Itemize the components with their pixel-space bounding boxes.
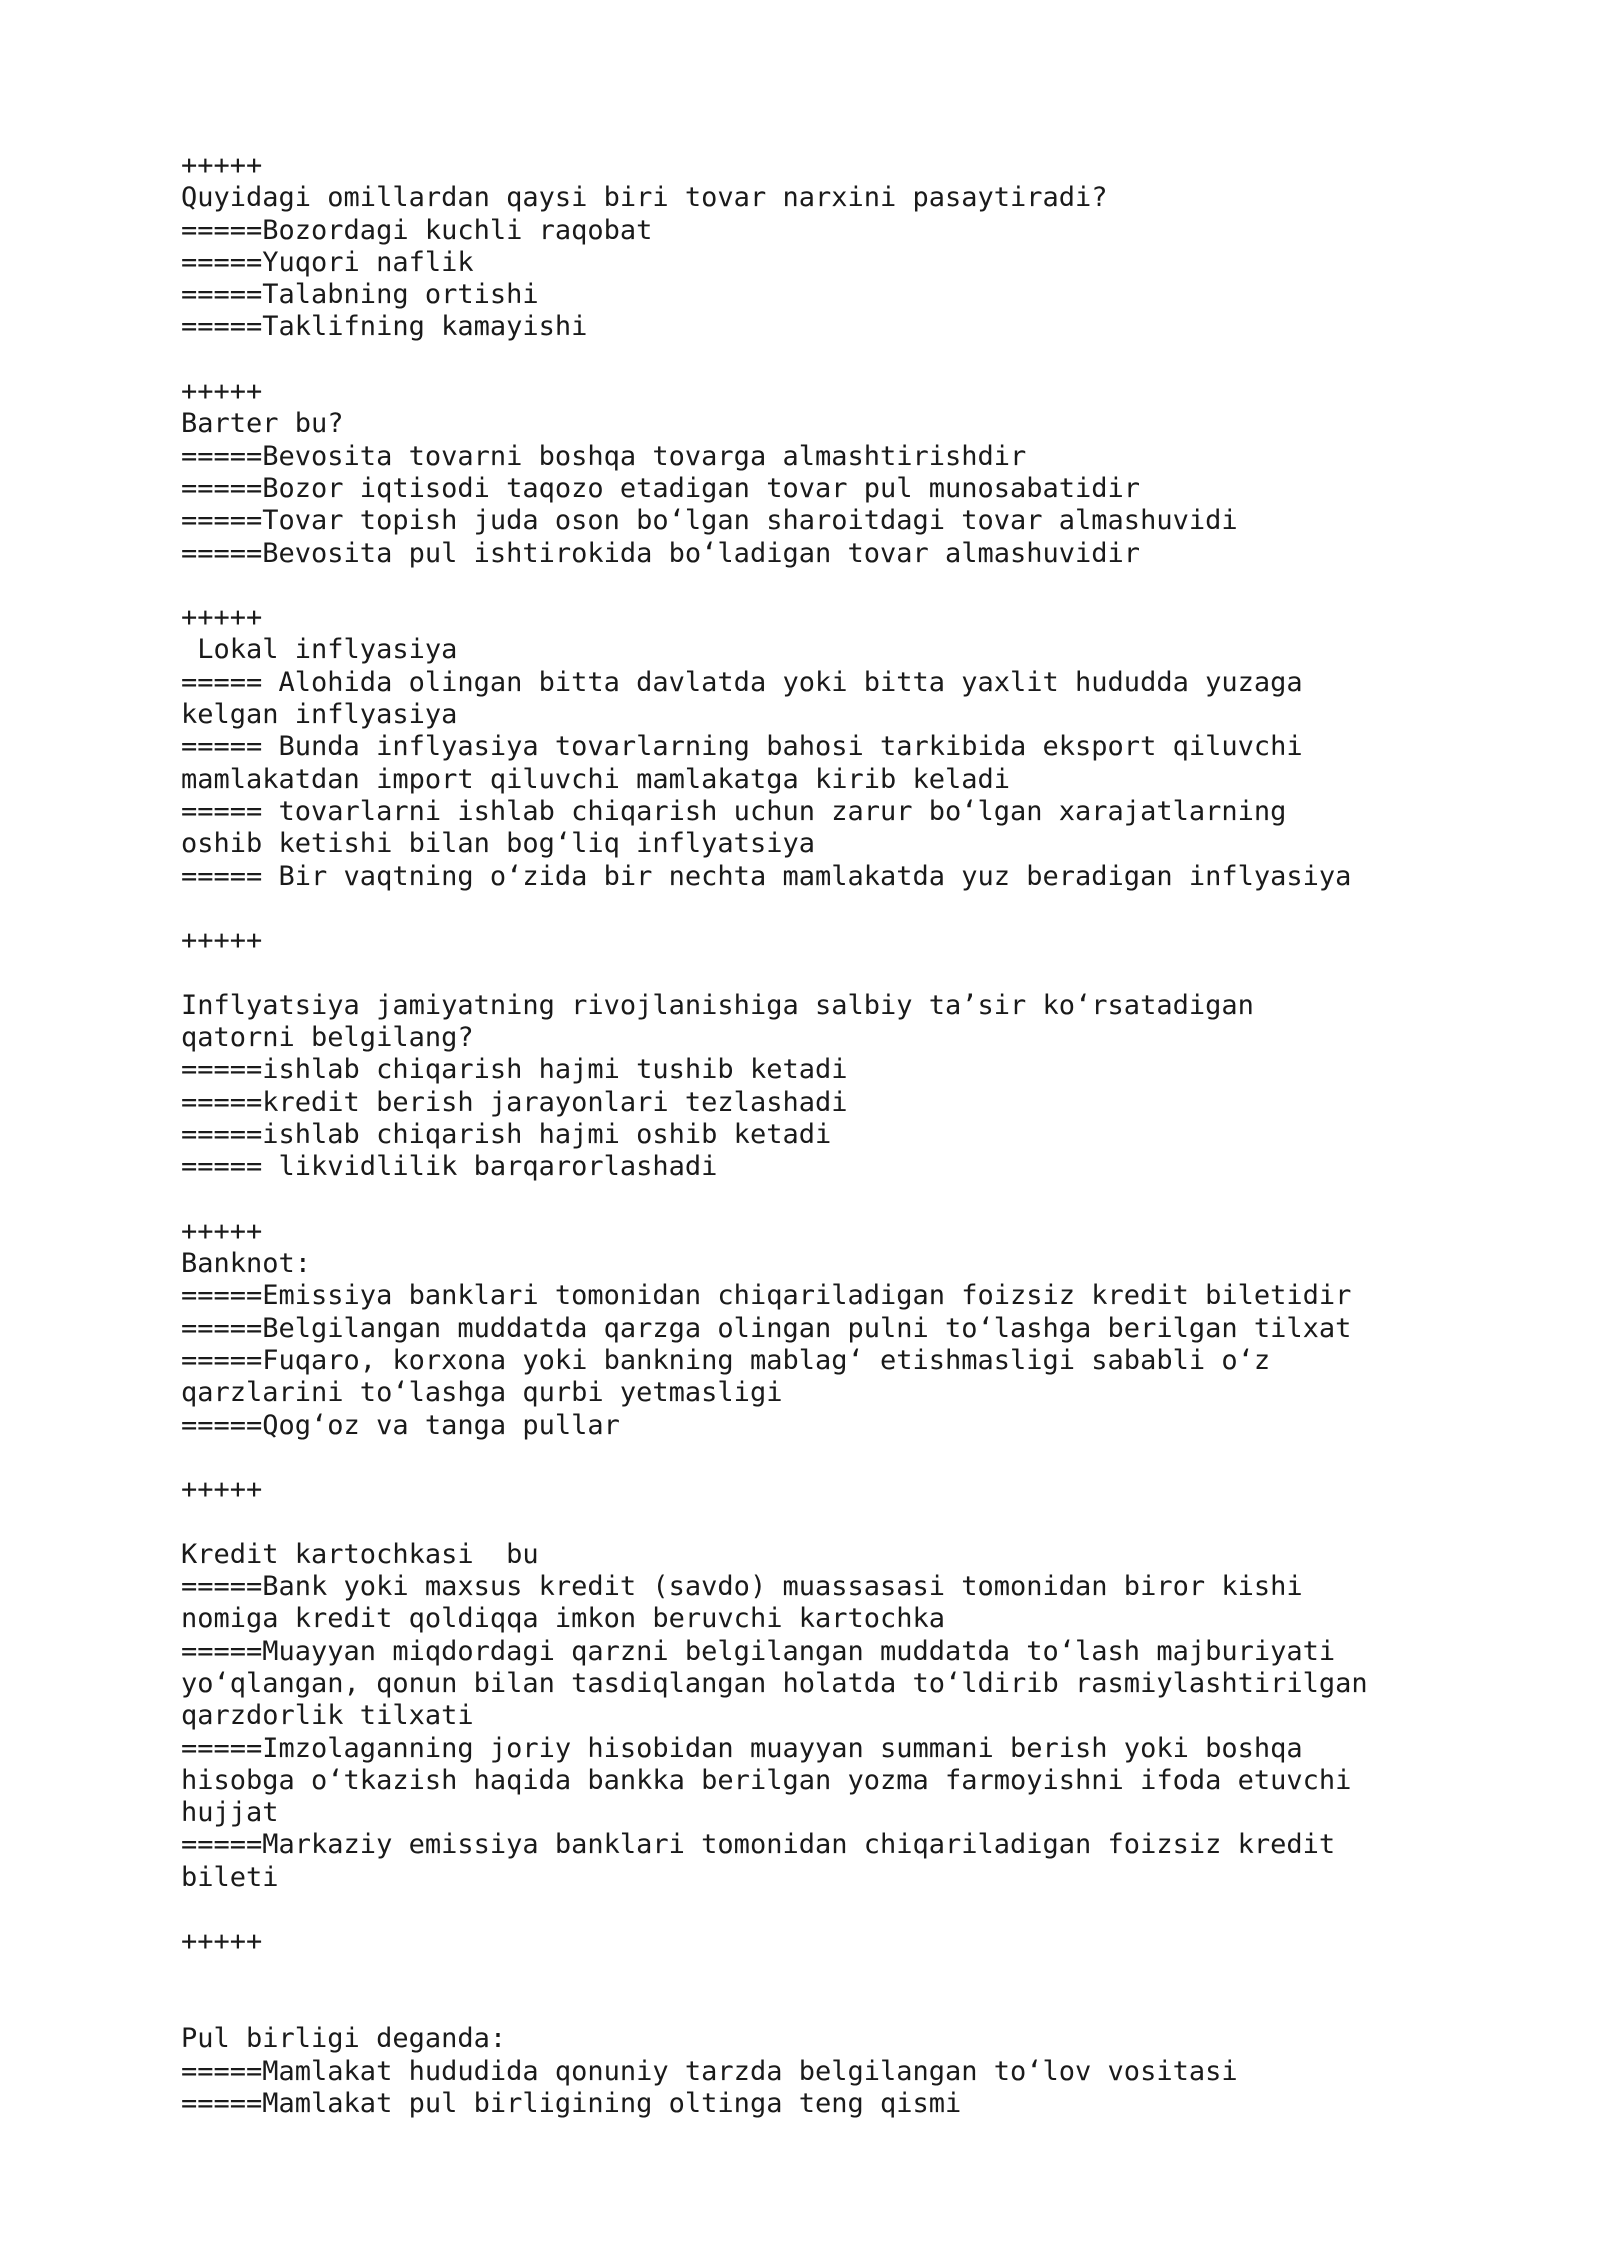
answer-option: yo‘qlangan, qonun bilan tasdiqlangan holatda to‘ldirib rasmiylashtirilgan	[181, 1667, 1368, 1699]
answer-option: =====ishlab chiqarish hajmi tushib ketadi	[181, 1054, 848, 1086]
question-text: Quyidagi omillardan qaysi biri tovar narxini pasaytiradi?	[181, 182, 1108, 214]
answer-option: hujjat	[181, 1797, 279, 1829]
answer-option: mamlakatdan import qiluvchi mamlakatga kirib keladi	[181, 763, 1011, 795]
answer-option: =====Belgilangan muddatda qarzga olingan pulni to‘lashga berilgan tilxat	[181, 1312, 1352, 1344]
question-text: Banknot:	[181, 1248, 312, 1280]
answer-option: =====Markaziy emissiya banklari tomonidan chiqariladigan foizsiz kredit	[181, 1829, 1336, 1861]
question-text: Pul birligi deganda:	[181, 2023, 507, 2055]
blank-line	[181, 957, 1441, 989]
answer-option: =====Bevosita tovarni boshqa tovarga almashtirishdir	[181, 440, 1027, 472]
answer-option: ===== likvidlilik barqarorlashadi	[181, 1151, 718, 1183]
question-text: Barter bu?	[181, 408, 344, 440]
answer-option: ===== Alohida olingan bitta davlatda yoki bitta yaxlit hududda yuzaga	[181, 666, 1303, 698]
answer-option: =====Bozor iqtisodi taqozo etadigan tovar pul munosabatidir	[181, 472, 1141, 504]
answer-option: ===== tovarlarni ishlab chiqarish uchun zarur bo‘lgan xarajatlarning	[181, 795, 1287, 827]
question-separator: +++++	[181, 376, 263, 408]
blank-line	[181, 1506, 1441, 1538]
question-text: Inflyatsiya jamiyatning rivojlanishiga salbiy ta’sir ko‘rsatadigan	[181, 989, 1254, 1021]
answer-option: =====Talabning ortishi	[181, 279, 539, 311]
answer-option: =====Muayyan miqdordagi qarzni belgilangan muddatda to‘lash majburiyati	[181, 1635, 1336, 1667]
blank-line	[181, 893, 1441, 925]
question-separator: +++++	[181, 150, 263, 181]
answer-option: qarzdorlik tilxati	[181, 1700, 474, 1732]
answer-option: =====Bevosita pul ishtirokida bo‘ladigan tovar almashuvidir	[181, 537, 1141, 569]
blank-line	[181, 1184, 1441, 1216]
blank-line	[181, 1442, 1441, 1474]
question-text: Kredit kartochkasi bu	[181, 1538, 539, 1570]
answer-option: =====Mamlakat hududida qonuniy tarzda belgilangan to‘lov vositasi	[181, 2055, 1238, 2087]
question-text: qatorni belgilang?	[181, 1022, 474, 1054]
answer-option: =====Emissiya banklari tomonidan chiqariladigan foizsiz kredit biletidir	[181, 1280, 1352, 1312]
answer-option: =====Taklifning kamayishi	[181, 311, 588, 343]
question-text: Lokal inflyasiya	[181, 634, 458, 666]
answer-option: =====Imzolaganning joriy hisobidan muayyan summani berish yoki boshqa	[181, 1732, 1303, 1764]
blank-line	[181, 1991, 1441, 2023]
answer-option: =====Qog‘oz va tanga pullar	[181, 1409, 620, 1441]
answer-option: ===== Bunda inflyasiya tovarlarning bahosi tarkibida eksport qiluvchi	[181, 731, 1303, 763]
answer-option: qarzlarini to‘lashga qurbi yetmasligi	[181, 1377, 783, 1409]
answer-option: nomiga kredit qoldiqqa imkon beruvchi kartochka	[181, 1603, 946, 1635]
answer-option: =====kredit berish jarayonlari tezlashadi	[181, 1086, 848, 1118]
question-separator: +++++	[181, 1474, 263, 1506]
question-separator: +++++	[181, 1215, 263, 1247]
blank-line	[181, 1959, 1441, 1991]
blank-line	[181, 570, 1441, 602]
answer-option: =====Bank yoki maxsus kredit (savdo) muassasasi tomonidan biror kishi	[181, 1571, 1303, 1603]
blank-line	[181, 1894, 1441, 1926]
question-separator: +++++	[181, 1926, 263, 1958]
answer-option: oshib ketishi bilan bog‘liq inflyatsiya	[181, 828, 815, 860]
document-page	[181, 150, 1441, 2120]
answer-option: ===== Bir vaqtning o‘zida bir nechta mamlakatda yuz beradigan inflyasiya	[181, 860, 1352, 892]
answer-option: hisobga o‘tkazish haqida bankka berilgan yozma farmoyishni ifoda etuvchi	[181, 1764, 1352, 1796]
answer-option: kelgan inflyasiya	[181, 699, 458, 731]
answer-option: =====Tovar topish juda oson bo‘lgan sharoitdagi tovar almashuvidi	[181, 505, 1238, 537]
blank-line	[181, 344, 1441, 376]
answer-option: =====Yuqori naflik	[181, 246, 474, 278]
question-separator: +++++	[181, 925, 263, 957]
answer-option: =====ishlab chiqarish hajmi oshib ketadi	[181, 1118, 832, 1150]
answer-option: =====Bozordagi kuchli raqobat	[181, 214, 653, 246]
answer-option: =====Mamlakat pul birligining oltinga teng qismi	[181, 2087, 962, 2119]
answer-option: =====Fuqaro, korxona yoki bankning mablag‘ etishmasligi sababli o‘z	[181, 1344, 1271, 1376]
question-separator: +++++	[181, 602, 263, 634]
answer-option: bileti	[181, 1861, 279, 1893]
